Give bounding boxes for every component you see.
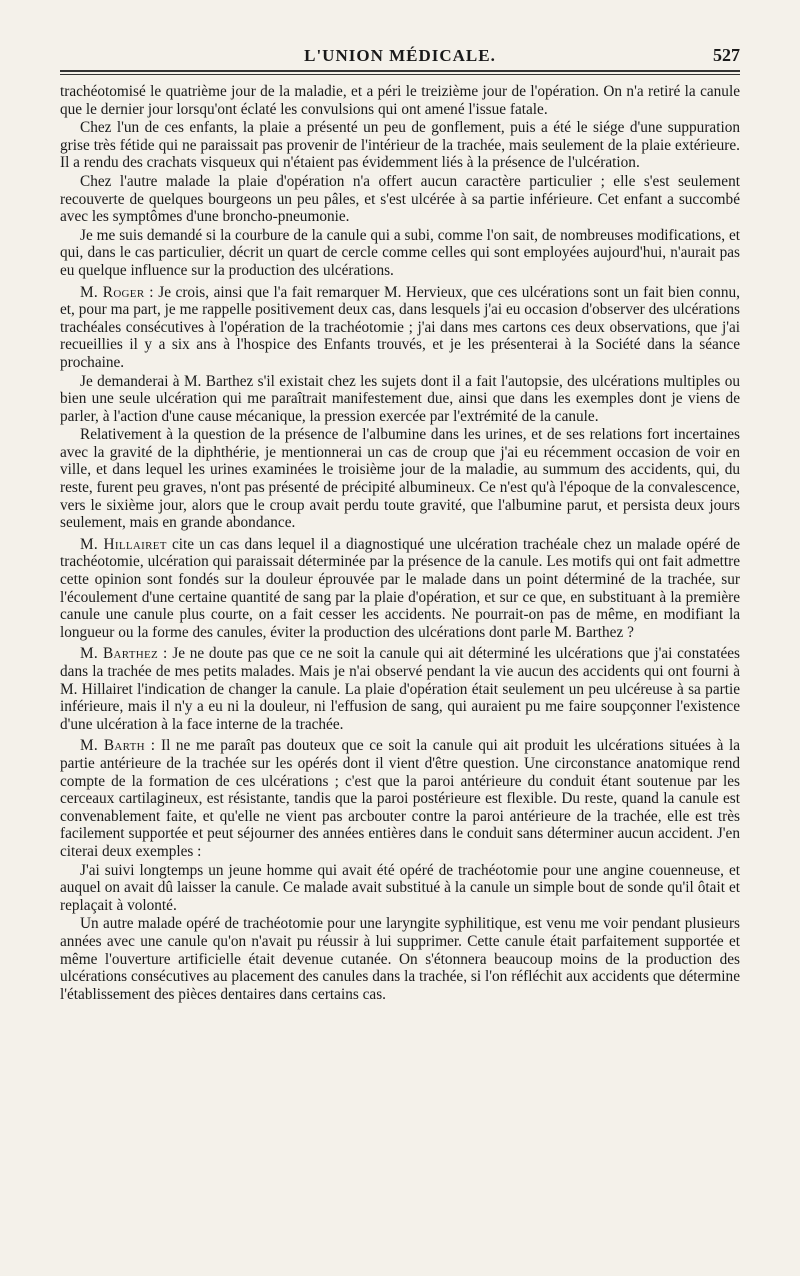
- speaker-name: M. Barthez :: [80, 645, 168, 663]
- speaker-name: M. Barth :: [80, 737, 156, 755]
- paragraph: trachéotomisé le quatrième jour de la maladie, et a péri le treizième jour de l'opération. On n'a retiré la canule que le dernier jour lorsqu'ont éclaté les convulsions qui ont amené l'issue fatale.: [60, 83, 740, 118]
- paragraph: Je demanderai à M. Barthez s'il existait chez les sujets dont il a fait l'autopsie, des ulcérations multiples ou bien une seule ulcération qui me paraîtrait manifestement due, ainsi que dans les exemples dont je viens de parler, à l'action d'une cause mécanique, la pression exercée par l'extrémité de la canule.: [60, 372, 740, 425]
- paragraph: Chez l'autre malade la plaie d'opération n'a offert aucun caractère particulier ; elle s'est seulement recouverte de quelques bourgeons un peu pâles, et s'est ulcérée à sa partie inférieure. Cet enfant a succombé avec les symptômes d'une broncho-pneumonie.: [60, 172, 740, 226]
- paragraph: Un autre malade opéré de trachéotomie pour une laryngite syphilitique, est venu me voir pendant plusieurs années avec une canule qu'on n'avait pu réussir à lui supprimer. Cette canule était parfaitement supportée et même l'ouverture artificielle était devenue cutanée. On s'étonnera beaucoup moins de la production des ulcérations consécutives au placement des canules dans la trachée, si l'on réfléchit aux accidents que détermine l'établissement des pièces dentaires dans certains cas.: [60, 915, 740, 1003]
- paragraph: M. Hillairet cite un cas dans lequel il a diagnostiqué une ulcération trachéale chez un malade opéré de trachéotomie, ulcération qui paraissait déterminée par la présence de la canule. Les motifs qui ont fait admettre cette opinion sont fondés sur la douleur éprouvée par le malade dans un point déterminé de la trachée, sur l'écoulement d'une certaine quantité de sang par la plaie d'opération, et sur ce que, en substituant à la première canule une canule plus courte, on a fait cesser les accidents. Ne pourrait-on pas de même, en modifiant la longueur ou la forme des canules, éviter la production des ulcérations dont parle M. Barthez ?: [60, 535, 741, 641]
- paragraph: M. Barthez : Je ne doute pas que ce ne soit la canule qui ait déterminé les ulcérations que j'ai constatées dans la trachée de mes petits malades. Mais je n'ai observé pendant la vie aucun des accidents qui ont fourni à M. Hillairet l'indication de changer la canule. La plaie d'opération était seulement un peu ulcéreuse à sa partie inférieure, mais il n'y a eu ni la douleur, ni l'effusion de sang, qui auraient pu me faire soupçonner l'existence d'une ulcération à la face interne de la trachée.: [60, 645, 740, 733]
- paragraph: Je me suis demandé si la courbure de la canule qui a subi, comme l'on sait, de nombreuses modifications, et qui, dans le cas particulier, décrit un quart de cercle comme celles qui sont employées aujourd'hui, n'aurait pas eu quelque influence sur la production des ulcérations.: [60, 226, 740, 279]
- body-text: [60, 83, 740, 1004]
- paragraph: M. Barth : Il ne me paraît pas douteux que ce soit la canule qui ait produit les ulcérations situées à la partie antérieure de la trachée sur les opérés dont il vient d'être question. Une circonstance anatomique rend compte de la formation de ces ulcérations ; c'est que la paroi antérieure du conduit étant soutenue par les cerceaux cartilagineux, est résistante, tandis que la paroi postérieure est flexible. Du reste, quand la canule est convenablement faite, et qu'elle ne vient pas arcbouter contre la paroi antérieure de la trachée, elle est très facilement supportée et peut séjourner des années entières dans le conduit sans déterminer aucun accident. J'en citerai deux exemples :: [60, 737, 740, 860]
- page-number: 527: [713, 45, 740, 65]
- speaker-name: M. Hillairet: [80, 535, 167, 553]
- paragraph: Chez l'un de ces enfants, la plaie a présenté un peu de gonflement, puis a été le siége d'une suppuration grise très fétide qui ne paraissait pas provenir de l'intérieur de la trachée, mais seulement de la plaie extérieure. Il a rendu des crachats visqueux qui n'étaient pas évidemment liés à la présence de l'ulcération.: [60, 119, 740, 172]
- document-page: [60, 30, 740, 1260]
- page-header: [60, 30, 740, 64]
- speaker-name: M. Roger :: [80, 283, 154, 301]
- header-rule: [60, 70, 740, 75]
- running-title: L'UNION MÉDICALE.: [304, 46, 496, 65]
- paragraph: J'ai suivi longtemps un jeune homme qui avait été opéré de trachéotomie pour une angine couenneuse, et auquel on avait dû laisser la canule. Ce malade avait substitué à la canule un simple bout de sonde qu'il ôtait et replaçait à volonté.: [60, 861, 740, 914]
- paragraph: Relativement à la question de la présence de l'albumine dans les urines, et de ses relations fort incertaines avec la gravité de la diphthérie, je mentionnerai un cas de croup que j'ai eu récemment occasion de voir en ville, et dans lequel les urines examinées le troisième jour de la maladie, au summum des accidents, qui, du reste, furent peu graves, n'ont pas présenté de précipité albumineux. Ce n'est qu'à l'époque de la convalescence, vers le sixième jour, alors que le croup avait perdu toute gravité, que l'albumine parut, et persista deux jours seulement, mais en grande abondance.: [60, 426, 740, 532]
- paragraph: M. Roger : Je crois, ainsi que l'a fait remarquer M. Hervieux, que ces ulcérations sont un fait bien connu, et, pour ma part, je me rappelle positivement deux cas, dans lesquels j'ai eu occasion d'observer des ulcérations trachéales consécutives à l'opération de la trachéotomie ; j'ai dans mes cartons ces deux observations, que j'ai recueillies il y a six ans à l'hospice des Enfants trouvés, et je les présenterai à la Société dans la séance prochaine.: [60, 283, 740, 371]
